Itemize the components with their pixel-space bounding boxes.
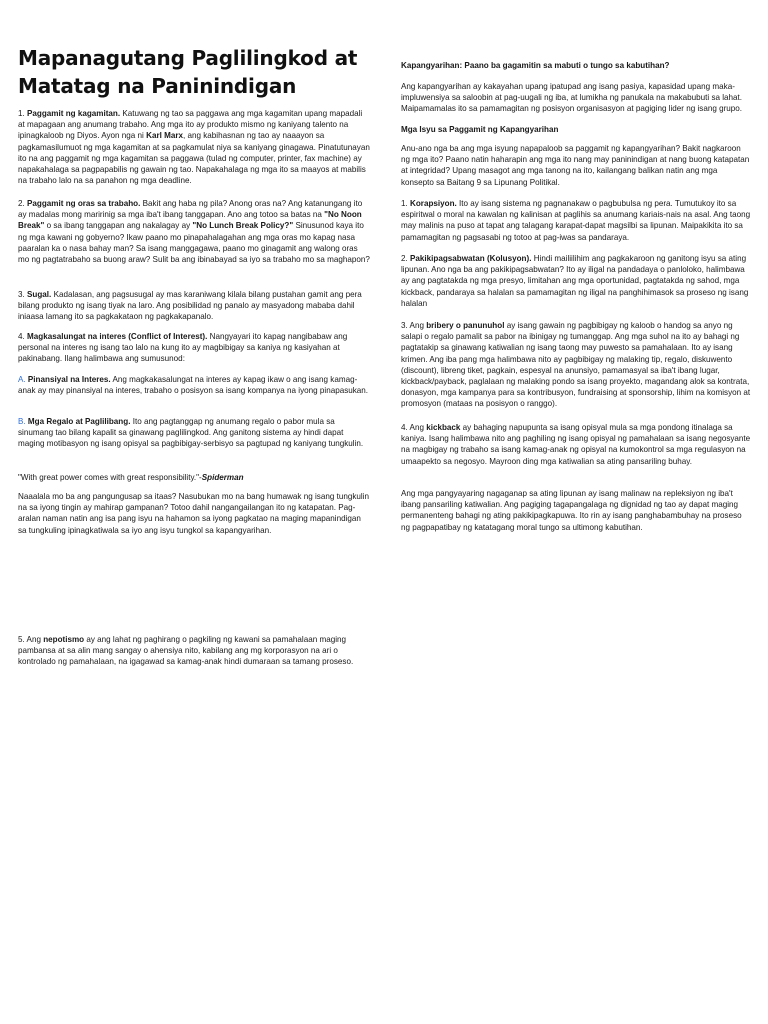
item-heading: Korapsiyon. [410,199,457,208]
item-3: 3. Sugal. Kadalasan, ang pagsusugal ay mas karaniwang kilala bilang pustahan gamit ang pera bilang produkto ng isang tiyak na laro. Ang posibilidad ng panalo ay masyadong mababa dahil iniaasa lamang ito sa pagkakataon ng pagkakapanalo. [18,290,362,322]
right-item-1: 1. Korapsiyon. Ito ay isang sistema ng pagnanakaw o pagbubulsa ng pera. Tumutukoy ito sa espiritwal o moral na kawalan ng kalinisan at paglihis sa anumang kariais-nais na asal. Ang taong may malinis na puso at tapat ang talagang karapat-dapat magsilbi sa lipunan. Maipakikita ito sa pamamagitan ng pagsasabi ng totoo at pag-iwas sa pandaraya. [401,199,751,242]
item-heading: Magkasalungat na interes (Conflict of Interest). [27,332,208,341]
section-heading: Kapangyarihan: Paano ba gagamitin sa mabuti o tungo sa kabutihan? [401,61,670,70]
subsection-heading: Mga Isyu sa Paggamit ng Kapangyarihan [401,125,559,134]
right-item-2: 2. Pakikipagsabwatan (Kolusyon). Hindi mailiilihim ang pagkakaroon ng ganitong isyu sa ating lipunan. Ano nga ba ang pakikipagsabwatan? Ito ay iligal na pandadaya o panloloko, halimbawa ay ang pagtatakda ng mga presyo, limitahan ang mga oportunidad, pagtatakda ng sahod, mga kickback, pandaraya sa halalan sa pamamagitan ng iligal na panghihimasok sa proseso ng isang halalan [401,254,749,308]
right-item-3: 3. Ang bribery o panunuhol ay isang gawain ng pagbibigay ng kaloob o handog sa anyo ng salapi o regalo pamalit sa pabor na ibinigay ng tumanggap. Ang mga suhol na ito ay bahagi ng pagtatakip sa ginawang katiwalian ng isang taong may puwesto sa pamahalaan. Ito ay isang krimen. Ang iba pang mga halimbawa nito ay pagbibigay ng malaking tip, regalo, diskuwento (discount), libreng tiket, pagkain, espesyal na anunsiyo, pamamasyal sa iba't ibang lugar, kickback/payback, paglalaan ng malaking pondo sa isang proyekto, magandang alok sa kontrata, donasyon, mga kampanya para sa kontribusyon, fundraising at sponsorship, lihim na komisyon at promosyon (mataas na posisyon o ranggo). [401,321,751,409]
closing-paragraph: Naaalala mo ba ang pangungusap sa itaas? Nasubukan mo na bang humawak ng isang tungkulin na sa iyong tingin ay mahirap gampanan? Totoo dahil nangangailangan ito ng katapatan. Pag-aralan naman natin ang isa pang isyu na hahamon sa iyong pagkatao na maging mapanindigan sa tungkuling ipinagkatiwala sa iyo ang isyu tungkol sa kapangyarihan. [18,492,369,535]
right-closing-paragraph: Ang mga pangyayaring nagaganap sa ating lipunan ay isang malinaw na repleksiyon ng iba't ibang pansariling katiwalian. Ang pagiging tagapangalaga ng dignidad ng tao ay dapat maging permanenteng bahagi ng ating pakikipagkapuwa. Ito rin ay isang panghabambuhay na proseso ng pagpapatibay ng katatagang moral tungo sa ultimong kabutihan. [401,489,742,532]
item-4a: A. Pinansiyal na Interes. Ang magkakasalungat na interes ay kapag ikaw o ang isang kamag-anak ay may pinansiyal na interes, trabaho o posisyon sa isang kompanya na iyong pinapasukan. [18,375,369,396]
item-4: 4. Magkasalungat na interes (Conflict of Interest). Nangyayari ito kapag nangibabaw ang personal na interes ng isang tao lalo na kung ito ay magbibigay sa kaniya ng kasiyahan at pakinabang. Ilang halimbawa ang sumusunod: [18,332,348,364]
item-4b: B. Mga Regalo at Paglilibang. Ito ang pagtanggap ng anumang regalo o pabor mula sa sinumang tao bilang kapalit sa ginawang paglilingkod. Ang ganitong sistema ay hindi dapat maging motibasyon ng isang opisyal sa pagbibigay-serbisyo sa pagtupad ng kaniyang tungkulin. [18,417,364,449]
item-5: 5. Ang nepotismo ay ang lahat ng paghirang o pagkiling ng kawani sa pamahalaan maging pambansa at sa alin mang sangay o ahensiya nito, kabilang ang mg korporasyon na ari o kontrolado ng pamahalaan, na igagawad sa kamag-anak hindi dumaraan sa tamang proseso. [18,635,354,667]
intro-paragraph: Ang kapangyarihan ay kakayahan upang ipatupad ang isang pasiya, kapasidad upang maka-impluwensiya sa saloobin at pag-uugali ng iba, at lumikha ng panukala na makabubuti sa lahat. Maipamamalas ito sa pamamagitan ng posisyon organisasyon at pagiging lider ng isang grupo. [401,82,743,114]
item-1: 1. Paggamit ng kagamitan. Katuwang ng tao sa paggawa ang mga kagamitan upang mapadali at mapagaan ang anumang trabaho. Ang mga ito ay produkto mismo ng kaniyang talento na ipinagkaloob ng Diyos. Ayon nga ni Karl Marx, ang kabihasnan ng tao ay naaayon sa pagkamasilumuot ng mga kagamitan at sa pagkamulat niya sa kaniyang ginagawa. Pinatutunayan ito na ang paggamit ng mga kagamitan sa paggawa (tulad ng computer, printer, fax machine) ay napakahalaga sa pagpapabilis ng gawain ng tao. Napakahalaga ng mga ito sa maayos at mabilis na trabaho lalo na sa panahon ng mga deadline. [18,109,370,186]
item-2: 2. Paggamit ng oras sa trabaho. Bakit ang haba ng pila? Anong oras na? Ang katanungang ito ay madalas mong maririnig sa mga iba't ibang tanggapan. Ano ang totoo sa batas na "No Noon Break" o sa ibang tanggapan ang nakalagay ay "No Lunch Break Policy?" Sinusunod kaya ito ng mga kawani ng gobyerno? Ikaw paano mo pinapahalagahan ang mga oras mo kapag nasa paaralan ka o nasa bahay man? Sa isang manggagawa, paano mo ginagamit ang walong oras mo ng pagtatrabaho sa buong araw? Sulit ba ang ibinabayad sa iyo sa trabaho mo sa maghapon? [18,199,370,265]
page-title: Mapanagutang Paglilingkod at Matatag na Paninindigan [18,46,358,98]
item-heading: Pakikipagsabwatan (Kolusyon). [410,254,532,263]
quote: "With great power comes with great responsibility."-Spiderman [18,473,244,482]
item-heading: Paggamit ng kagamitan. [27,109,121,118]
item-heading: Pinansiyal na Interes. [27,375,111,384]
item-heading: kickback [426,423,461,432]
item-heading: bribery o panunuhol [426,321,505,330]
item-heading: Sugal. [27,290,52,299]
right-item-4: 4. Ang kickback ay bahaging napupunta sa isang opisyal mula sa mga pondong itinalaga sa kaniya. Isang halimbawa nito ang paghiling ng isang opisyal ng pamahalaan sa isang negosyante na magbigay ng trabaho sa isang kamag-anak ng opisyal na kumokontrol sa mga regulasyon na umaapekto sa negosyo. Mayroon ding mga katiwalian sa ating pansariling buhay. [401,423,751,466]
item-heading: Mga Regalo at Paglilibang. [27,417,131,426]
item-heading: nepotismo [43,635,85,644]
item-heading: Paggamit ng oras sa trabaho. [27,199,141,208]
sub-intro-paragraph: Anu-ano nga ba ang mga isyung napapaloob sa paggamit ng kapangyarihan? Bakit nagkaroon ng mga ito? Paano natin haharapin ang mga ito nang may paninindigan at nang buong katapatan at integridad? Upang masagot ang mga tanong na ito, kailangang balikan natin ang mga konsepto sa Baitang 9 sa Lipunang Politikal. [401,144,750,187]
